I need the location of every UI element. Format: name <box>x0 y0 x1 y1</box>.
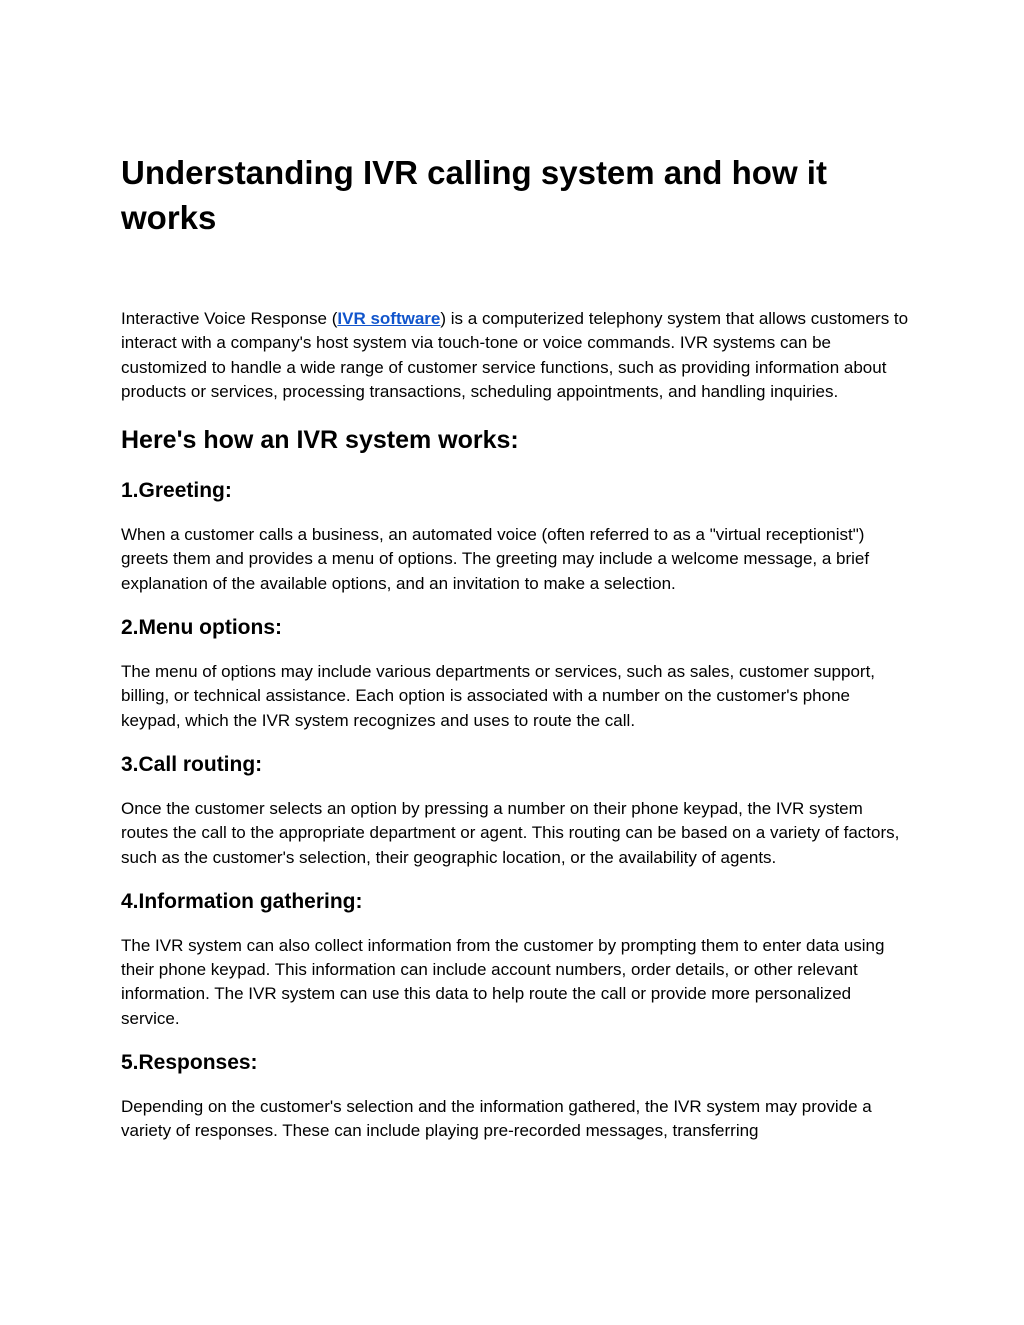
section-heading-responses: 5.Responses: <box>121 1051 258 1075</box>
document-page <box>121 150 911 1144</box>
section-heading-information-gathering: 4.Information gathering: <box>121 889 363 913</box>
ivr-software-link[interactable]: IVR software <box>337 309 441 328</box>
intro-text-after-link: ) is a computerized telephony system that allows customers to interact with a company's host system via touch-tone or voice commands. IVR systems can be customized to handle a wide range of customer service functions, such as providing information about products or services, processing transactions, scheduling appointments, and handling inquiries. <box>121 309 909 401</box>
how-it-works-heading: Here's how an IVR system works: <box>121 426 519 455</box>
section-body-responses: Depending on the customer's selection and the information gathered, the IVR system may provide a variety of responses. These can include playing pre-recorded messages, transferring <box>121 1097 872 1141</box>
page-title: Understanding IVR calling system and how it works <box>121 154 827 236</box>
section-body-information-gathering: The IVR system can also collect information from the customer by prompting them to enter data using their phone keypad. This information can include account numbers, order details, or other relevant information. The IVR system can use this data to help route the call or provide more personalized service. <box>121 935 885 1028</box>
section-body-greeting: When a customer calls a business, an automated voice (often referred to as a "virtual receptionist") greets them and provides a menu of options. The greeting may include a welcome message, a brief explanation of the available options, and an invitation to make a selection. <box>121 525 870 593</box>
intro-paragraph <box>121 307 911 404</box>
section-heading-call-routing: 3.Call routing: <box>121 752 263 776</box>
intro-text-before-link: Interactive Voice Response ( <box>121 309 338 328</box>
section-heading-menu-options: 2.Menu options: <box>121 616 282 640</box>
section-heading-greeting: 1.Greeting: <box>121 479 232 503</box>
section-body-call-routing: Once the customer selects an option by pressing a number on their phone keypad, the IVR system routes the call to the appropriate department or agent. This routing can be based on a variety of factors, such as the customer's selection, their geographic location, or the availability of agents. <box>121 798 900 867</box>
section-body-menu-options: The menu of options may include various departments or services, such as sales, customer support, billing, or technical assistance. Each option is associated with a number on the customer's phone keypad, which the IVR system recognizes and uses to route the call. <box>121 662 876 730</box>
